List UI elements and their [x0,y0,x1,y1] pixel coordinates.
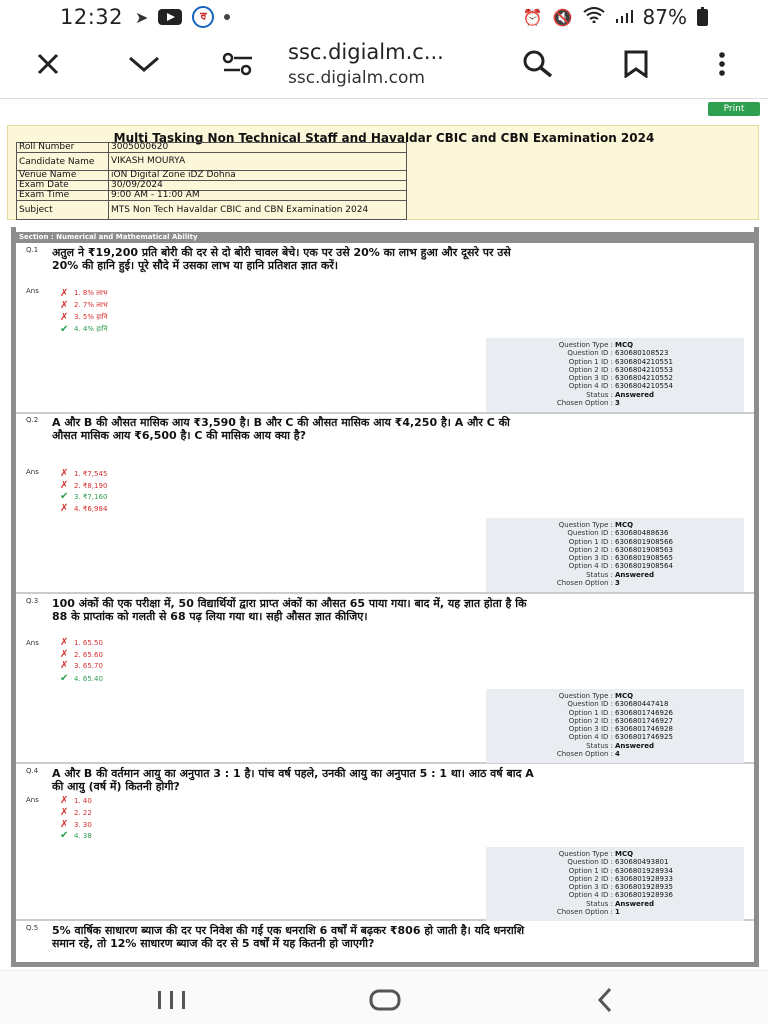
meta-key: Option 1 ID : [568,708,613,717]
meta-value: 6306804210554 [615,382,673,391]
section-title: Section : Numerical and Mathematical Ability [11,232,759,243]
recent-apps-icon[interactable] [148,979,198,1019]
meta-key: Option 3 ID : [568,883,613,892]
info-row [17,201,407,220]
question-block [16,246,754,414]
meta-key: Option 3 ID : [568,725,613,734]
address-bar[interactable] [288,40,444,88]
site-settings-icon[interactable] [216,42,260,86]
meta-key: Option 2 ID : [568,365,613,374]
meta-value: Answered [615,390,654,399]
option-text: 1. ₹7,545 [74,469,108,478]
question-number: Q.3 [26,597,39,605]
meta-value: 3 [615,399,620,408]
meta-key: Option 2 ID : [568,545,613,554]
info-key: Exam Date [17,181,109,191]
meta-value: 6306801908565 [615,554,673,563]
search-icon[interactable] [516,42,560,86]
signal-icon [615,8,633,27]
question-text: अतुल ने ₹19,200 प्रति बोरी की दर से दो बोरी चावल बेचे। एक पर उसे 20% का लाभ हुआ और दूसरे पर उसे 20% की हानि हुई। पूरे सौदे में उसका लाभ या हानि प्रतिशत ज्ञात करें। [52,246,511,272]
meta-key: Question Type : [558,521,613,529]
meta-value: 3 [615,579,620,588]
meta-key: Option 4 ID : [568,733,613,742]
option-wrong [60,819,92,830]
info-key: Venue Name [17,171,109,181]
question-number: Q.2 [26,416,39,424]
close-icon[interactable] [26,42,70,86]
meta-key: Option 1 ID : [568,866,613,875]
info-row [17,153,407,171]
telegram-icon: ➤ [135,7,149,27]
meta-key: Question Type : [558,341,613,349]
meta-key: Status : [586,741,613,750]
question-number: Q.1 [26,246,39,254]
info-value: MTS Non Tech Havaldar CBIC and CBN Examination 2024 [109,201,407,220]
meta-key: Status : [586,899,613,908]
cross-icon: ✗ [60,637,69,648]
more-options-icon[interactable] [700,42,744,86]
meta-key: Chosen Option : [556,399,613,408]
ans-label: Ans [26,287,39,295]
meta-value: Answered [615,899,654,908]
meta-key: Question ID : [567,529,613,538]
cross-icon: ✗ [60,795,69,806]
option-wrong [60,288,108,299]
question-text: 5% वार्षिक साधारण ब्याज की दर पर निवेश की गई एक धनराशि 6 वर्षों में बढ़कर ₹806 हो जाती है। यदि धनराशि समान रहे, तो 12% साधारण ब्याज की दर से 5 वर्षों में यह कितनी हो जाएगी? [52,924,525,950]
option-correct [60,491,107,502]
option-text: 1. 40 [74,796,92,805]
meta-value: 6306801928935 [615,883,673,892]
option-text: 4. ₹6,984 [74,504,108,513]
info-key: Subject [17,201,109,220]
meta-key: Option 4 ID : [568,562,613,571]
question-text: A और B की वर्तमान आयु का अनुपात 3 : 1 है। पांच वर्ष पहले, उनकी आयु का अनुपात 5 : 1 था। आठ वर्ष बाद A की आयु (वर्ष में) कितनी होगी? [52,767,534,793]
meta-value: 6306801928936 [615,891,673,900]
cross-icon: ✗ [60,312,69,323]
meta-key: Question ID : [567,700,613,709]
battery-icon [697,9,708,26]
candidate-info-table [16,142,407,220]
question-meta [486,847,744,921]
question-block [16,597,754,764]
option-text: 3. ₹7,160 [74,492,108,501]
meta-value: 6306801746925 [615,733,673,742]
option-text: 3. 5% हानि [74,313,108,321]
option-correct [60,324,107,335]
meta-value: 6306801908566 [615,537,673,546]
check-icon: ✔ [60,491,69,502]
question-block [16,767,754,921]
meta-value: Answered [615,741,654,750]
meta-key: Question Type : [558,850,613,858]
toolbar-divider [0,98,768,99]
meta-value: 4 [615,750,620,759]
cross-icon: ✗ [60,503,69,514]
system-navigation-bar [0,970,768,1024]
print-button[interactable]: Print [708,102,760,116]
option-text: 3. 65.70 [74,661,103,670]
app-badge-icon: ਰ [192,6,214,28]
option-wrong [60,503,107,514]
meta-value: 6306801928934 [615,866,673,875]
back-icon[interactable] [580,979,630,1019]
cross-icon: ✗ [60,819,69,830]
option-wrong [60,312,107,323]
question-number: Q.4 [26,767,39,775]
question-meta [486,338,744,412]
option-wrong [60,300,108,311]
question-block [16,416,754,594]
meta-value: 6306801746928 [615,725,673,734]
meta-value: 6306804210552 [615,374,673,383]
youtube-icon [158,9,182,25]
info-key: Exam Time [17,191,109,201]
meta-key: Status : [586,570,613,579]
option-text: 4. 65.40 [74,674,103,683]
option-wrong [60,649,103,660]
mute-icon: 🔇 [552,7,573,27]
meta-key: Question ID : [567,349,613,358]
bookmark-icon[interactable] [614,42,658,86]
meta-value: MCQ [615,521,634,529]
meta-value: MCQ [615,850,634,858]
option-wrong [60,468,107,479]
meta-value: Answered [615,570,654,579]
status-bar [0,0,768,34]
option-text: 3. 30 [74,820,92,829]
wifi-icon [583,7,605,27]
option-text: 2. 65.60 [74,650,103,659]
meta-key: Option 1 ID : [568,537,613,546]
meta-key: Chosen Option : [556,908,613,917]
option-text: 4. 4% हानि [74,325,108,333]
exam-title: Multi Tasking Non Technical Staff and Havaldar CBIC and CBN Examination 2024 [113,131,655,145]
meta-value: 6306801746926 [615,708,673,717]
question-text: 100 अंकों की एक परीक्षा में, 50 विद्यार्थियों द्वारा प्राप्त अंकों का औसत 65 पाया गया। बाद में, यह ज्ञात होता है कि 88 के प्राप्तांक को गलती से 68 पढ़ लिया गया था। सही औसत ज्ञात कीजिए। [52,597,527,623]
meta-value: 6306801908563 [615,545,673,554]
check-icon: ✔ [60,673,69,684]
home-icon[interactable] [360,979,410,1019]
option-text: 1. 8% लाभ [74,289,108,297]
cross-icon: ✗ [60,468,69,479]
option-text: 2. ₹8,190 [74,481,108,490]
page-domain: ssc.digialm.com [288,68,425,88]
option-text: 1. 65.50 [74,638,103,647]
info-row [17,191,407,201]
meta-key: Chosen Option : [556,579,613,588]
cross-icon: ✗ [60,807,69,818]
meta-key: Option 3 ID : [568,374,613,383]
info-value: 9:00 AM - 11:00 AM [109,191,407,201]
meta-value: 630680108523 [615,349,669,358]
meta-key: Status : [586,390,613,399]
battery-percent: 87% [642,5,687,29]
cross-icon: ✗ [60,480,69,491]
option-correct [60,830,92,841]
meta-value: 6306801928933 [615,874,673,883]
meta-value: MCQ [615,341,634,349]
option-text: 2. 22 [74,808,92,817]
info-key: Roll Number [17,143,109,153]
page-title: ssc.digialm.c... [288,40,444,64]
question-meta [486,689,744,763]
cross-icon: ✗ [60,649,69,660]
meta-value: 6306804210553 [615,365,673,374]
meta-value: 630680488636 [615,529,669,538]
cross-icon: ✗ [60,288,69,299]
info-value: iON Digital Zone iDZ Dohna [109,171,407,181]
clock: 12:32 [60,5,124,29]
cross-icon: ✗ [60,300,69,311]
chevron-down-icon[interactable] [122,42,166,86]
meta-value: 630680493801 [615,858,669,867]
question-meta [486,518,744,592]
question-text: A और B की औसत मासिक आय ₹3,590 है। B और C की औसत मासिक आय ₹4,250 है। A और C की औसत मासिक आय ₹6,500 है। C की मासिक आय क्या है? [52,416,510,442]
meta-key: Option 1 ID : [568,357,613,366]
option-wrong [60,480,107,491]
meta-value: 6306801908564 [615,562,673,571]
meta-value: 1 [615,908,620,917]
meta-value: 6306801746927 [615,716,673,725]
meta-key: Option 3 ID : [568,554,613,563]
alarm-icon: ⏰ [522,7,543,27]
meta-key: Option 2 ID : [568,716,613,725]
check-icon: ✔ [60,324,69,335]
info-key: Candidate Name [17,153,109,171]
question-block [16,924,754,966]
option-wrong [60,807,92,818]
meta-value: MCQ [615,692,634,700]
ans-label: Ans [26,639,39,647]
info-row [17,171,407,181]
info-value: VIKASH MOURYA [109,153,407,171]
browser-toolbar [0,34,768,96]
meta-key: Option 4 ID : [568,891,613,900]
exam-header [7,125,759,220]
option-text: 2. 7% लाभ [74,301,108,309]
meta-key: Chosen Option : [556,750,613,759]
ans-label: Ans [26,468,39,476]
cross-icon: ✗ [60,660,69,671]
notification-dot-icon [224,14,230,20]
option-wrong [60,660,103,671]
option-correct [60,673,103,684]
meta-key: Option 4 ID : [568,382,613,391]
check-icon: ✔ [60,830,69,841]
option-wrong [60,795,92,806]
info-row [17,143,407,153]
meta-key: Question Type : [558,692,613,700]
meta-value: 6306804210551 [615,357,673,366]
meta-value: 630680447418 [615,700,669,709]
info-row [17,181,407,191]
info-value: 3005000620 [109,143,407,153]
option-text: 4. 38 [74,831,92,840]
meta-key: Question ID : [567,858,613,867]
meta-key: Option 2 ID : [568,874,613,883]
info-value: 30/09/2024 [109,181,407,191]
ans-label: Ans [26,796,39,804]
question-number: Q.5 [26,924,39,932]
option-wrong [60,637,103,648]
